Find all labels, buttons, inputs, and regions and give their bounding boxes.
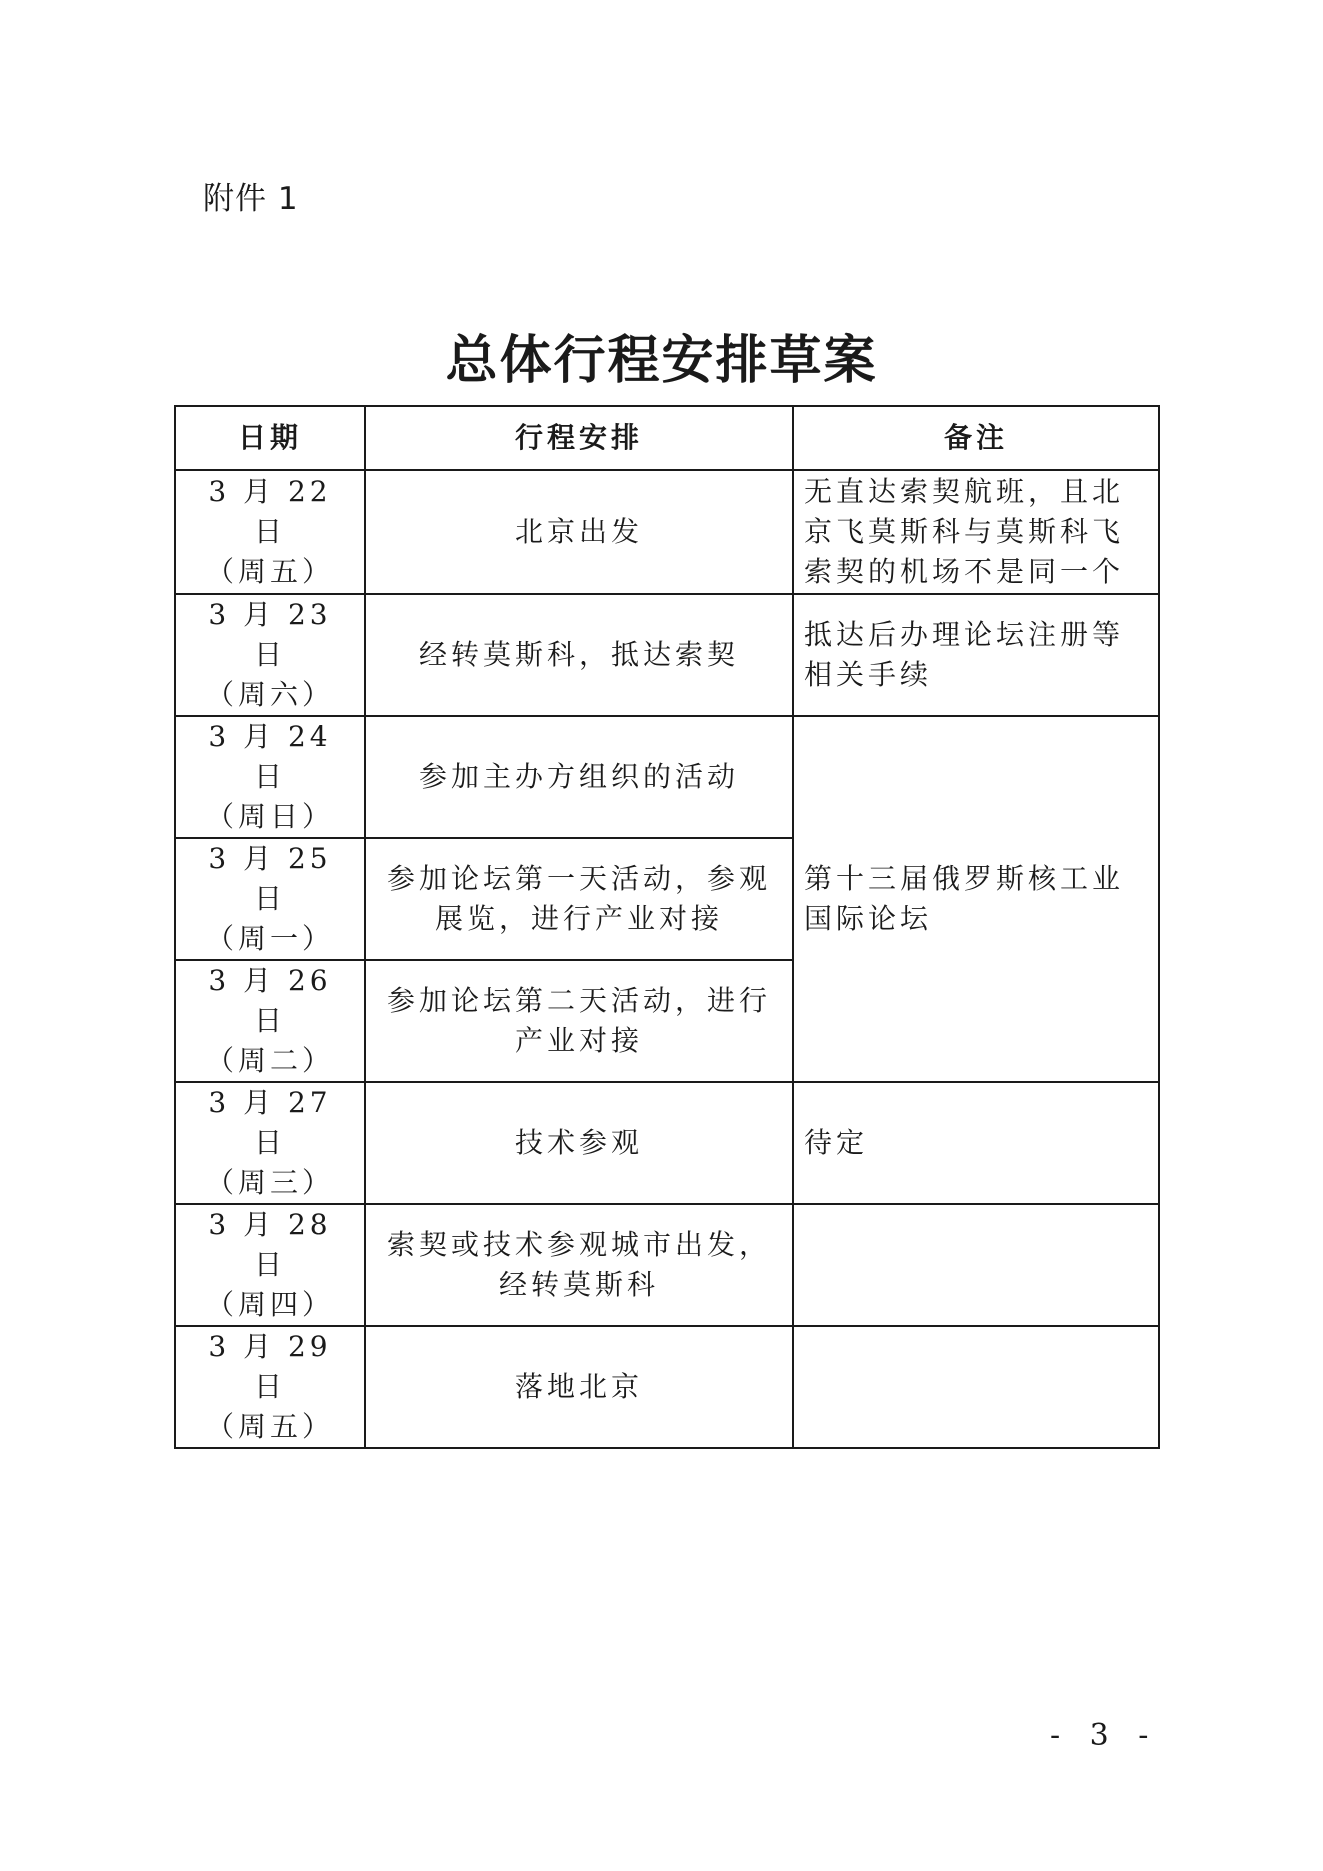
note-cell: 无直达索契航班，且北京飞莫斯科与莫斯科飞索契的机场不是同一个: [793, 470, 1159, 594]
weekday-text: （周六）: [205, 678, 334, 711]
date-cell: [175, 1082, 365, 1204]
note-cell: [793, 1204, 1159, 1326]
date-text: 3 月 27 日: [208, 1086, 332, 1159]
date-cell: [175, 960, 365, 1082]
date-text: 3 月 25 日: [208, 842, 332, 915]
table-row: [175, 594, 1159, 716]
date-text: 3 月 24 日: [208, 720, 332, 793]
table-row: [175, 716, 1159, 838]
date-text: 3 月 29 日: [208, 1330, 332, 1403]
table-row: [175, 1204, 1159, 1326]
note-cell-merged: 第十三届俄罗斯核工业国际论坛: [793, 716, 1159, 1082]
page-number: - 3 -: [1050, 1718, 1159, 1753]
attachment-label: 附件 1: [203, 181, 299, 217]
plan-cell: 落地北京: [365, 1326, 793, 1448]
note-cell: 抵达后办理论坛注册等相关手续: [793, 594, 1159, 716]
header-date: 日期: [175, 406, 365, 470]
table-row: [175, 1082, 1159, 1204]
weekday-text: （周三）: [205, 1166, 334, 1199]
table-row: [175, 470, 1159, 594]
plan-cell: 经转莫斯科，抵达索契: [365, 594, 793, 716]
header-plan: 行程安排: [365, 406, 793, 470]
date-text: 3 月 23 日: [208, 598, 332, 671]
schedule-table: [174, 405, 1160, 1449]
plan-cell: 北京出发: [365, 470, 793, 594]
date-cell: [175, 838, 365, 960]
weekday-text: （周二）: [205, 1044, 334, 1077]
date-cell: [175, 1326, 365, 1448]
date-cell: [175, 1204, 365, 1326]
weekday-text: （周一）: [205, 922, 334, 955]
page-title: 总体行程安排草案: [445, 331, 878, 391]
date-text: 3 月 28 日: [208, 1208, 332, 1281]
date-cell: [175, 470, 365, 594]
date-text: 3 月 22 日: [208, 475, 332, 548]
plan-cell: 参加论坛第一天活动，参观展览，进行产业对接: [365, 838, 793, 960]
table-header-row: [175, 406, 1159, 470]
note-cell: 待定: [793, 1082, 1159, 1204]
plan-cell: 技术参观: [365, 1082, 793, 1204]
date-cell: [175, 594, 365, 716]
table-row: [175, 1326, 1159, 1448]
plan-cell: 参加主办方组织的活动: [365, 716, 793, 838]
weekday-text: （周五）: [205, 555, 334, 588]
weekday-text: （周五）: [205, 1410, 334, 1443]
note-cell: [793, 1326, 1159, 1448]
date-cell: [175, 716, 365, 838]
weekday-text: （周四）: [205, 1288, 334, 1321]
date-text: 3 月 26 日: [208, 964, 332, 1037]
plan-cell: 索契或技术参观城市出发，经转莫斯科: [365, 1204, 793, 1326]
header-note: 备注: [793, 406, 1159, 470]
weekday-text: （周日）: [205, 800, 334, 833]
plan-cell: 参加论坛第二天活动，进行产业对接: [365, 960, 793, 1082]
